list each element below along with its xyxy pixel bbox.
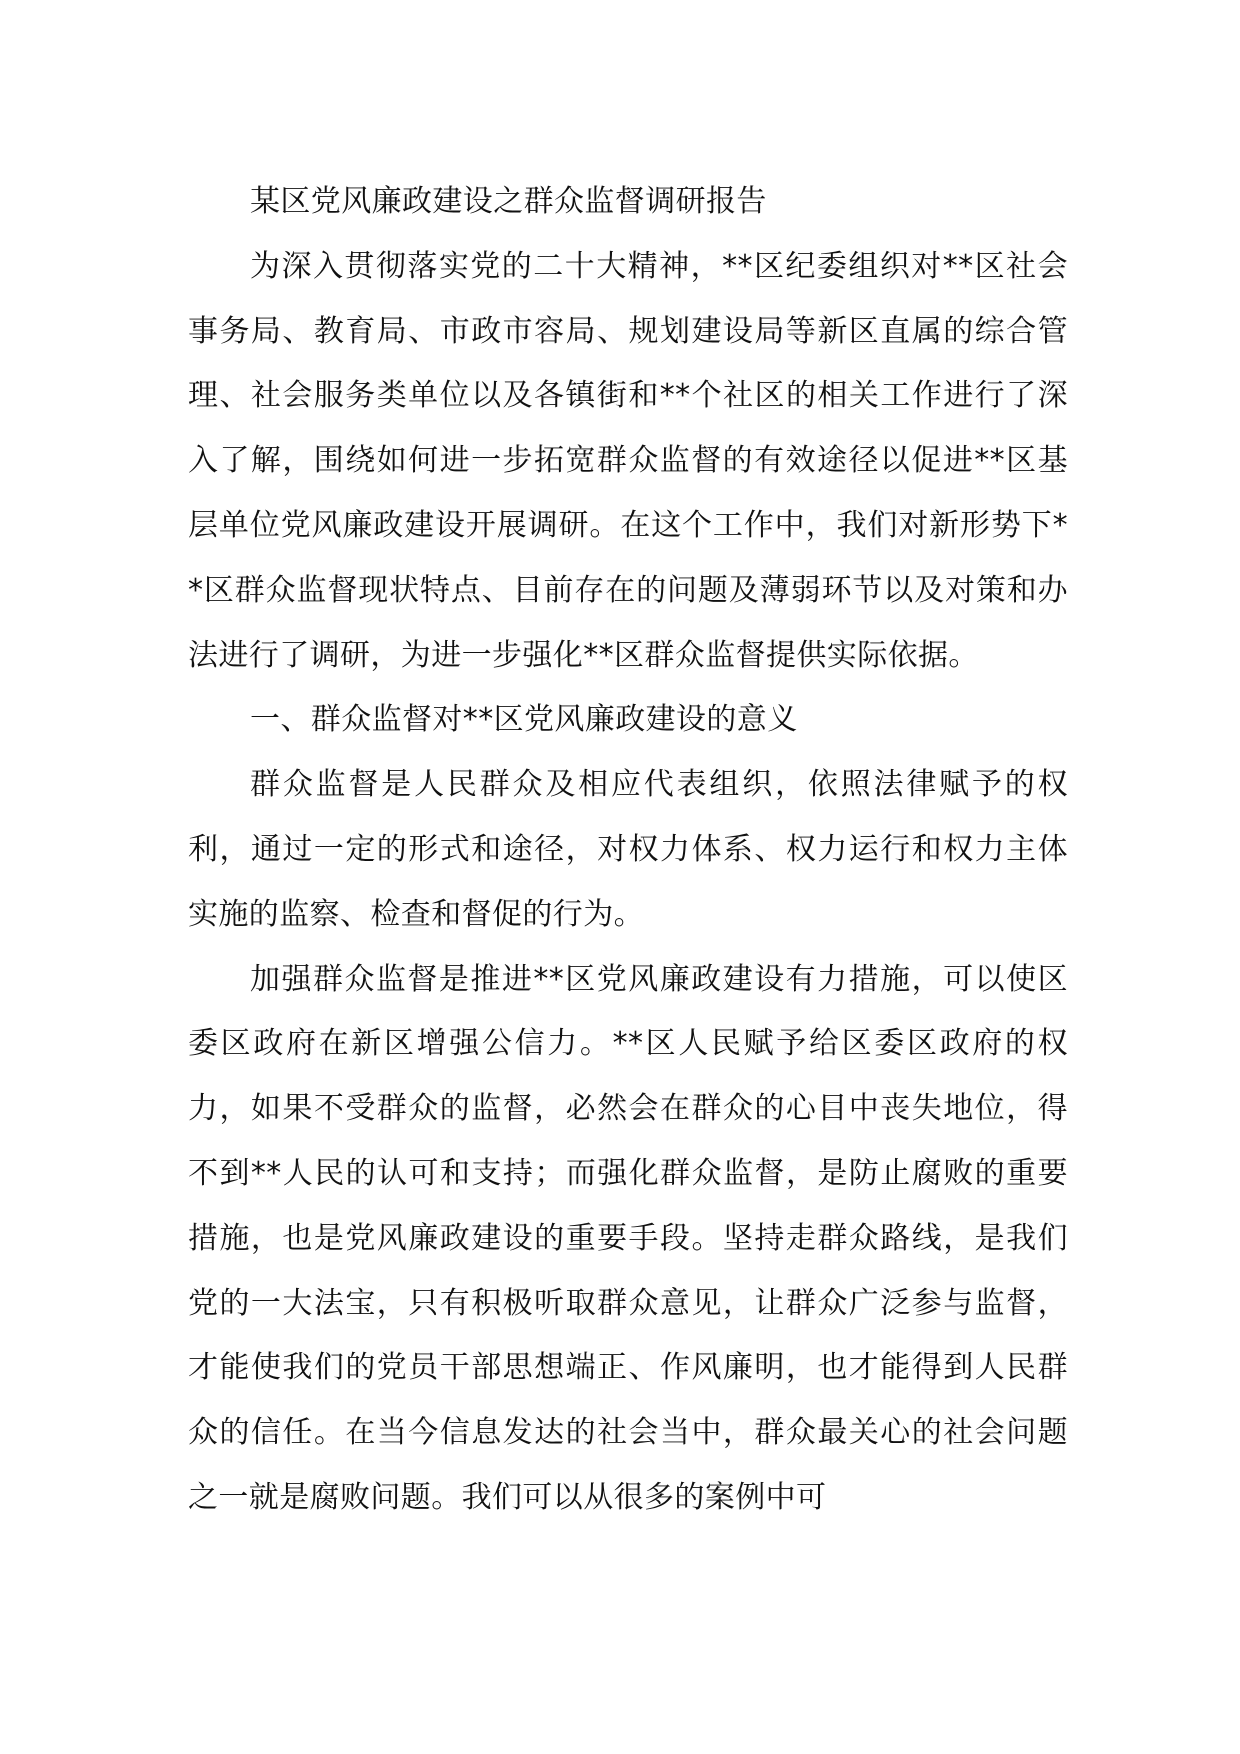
paragraph-intro: 为深入贯彻落实党的二十大精神，**区纪委组织对**区社会事务局、教育局、市政市容局、规划建设局等新区直属的综合管理、社会服务类单位以及各镇街和**个社区的相关工作进行了深入了解，围绕如何进一步拓宽群众监督的有效途径以促进**区基层单位党风廉政建设开展调研。在这个工作中，我们对新形势下**区群众监督现状特点、目前存在的问题及薄弱环节以及对策和办法进行了调研，为进一步强化**区群众监督提供实际依据。 xyxy=(188,248,1068,673)
section-heading-1: 一、群众监督对**区党风廉政建设的意义 xyxy=(250,702,798,738)
paragraph-definition: 群众监督是人民群众及相应代表组织，依照法律赋予的权利，通过一定的形式和途径，对权力体系、权力运行和权力主体实施的监察、检查和督促的行为。 xyxy=(188,767,1068,932)
paragraph-significance: 加强群众监督是推进**区党风廉政建设有力措施，可以使区委区政府在新区增强公信力。**区人民赋予给区委区政府的权力，如果不受群众的监督，必然会在群众的心目中丧失地位，得不到**人民的认可和支持；而强化群众监督，是防止腐败的重要措施，也是党风廉政建设的重要手段。坚持走群众路线，是我们党的一大法宝，只有积极听取群众意见，让群众广泛参与监督，才能使我们的党员干部思想端正、作风廉明，也才能得到人民群众的信任。在当今信息发达的社会当中，群众最关心的社会问题之一就是腐败问题。我们可以从很多的案例中可 xyxy=(188,961,1068,1515)
document-body xyxy=(188,170,1068,1531)
document-title: 某区党风廉政建设之群众监督调研报告 xyxy=(250,184,767,219)
